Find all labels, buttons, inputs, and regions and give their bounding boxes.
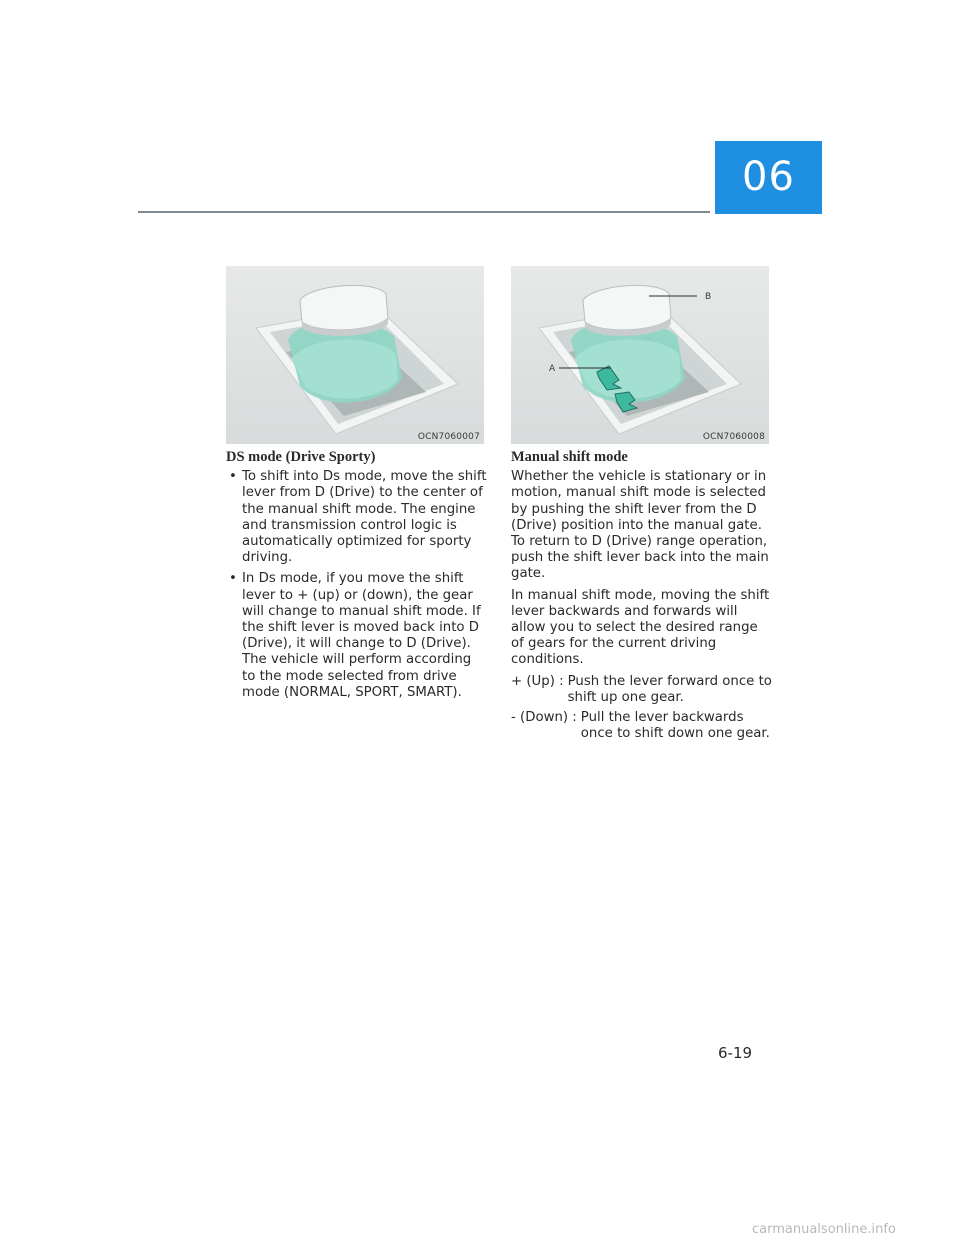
section-heading: DS mode (Drive Sporty) [226,449,376,465]
figure-manual-shift [511,266,769,444]
list-item-text: To shift into Ds mode, move the shift lever from D (Drive) to the center of the manual shift mode. The engine and transmission control logic is automatically optimized for sporty driving. [242,469,487,566]
section-heading: Manual shift mode [511,449,628,465]
definition-row [511,710,773,742]
paragraph: Whether the vehicle is stationary or in motion, manual shift mode is selected by pushing the shift lever from the D (Drive) position into the manual gate. To return to D (Drive) range operation, push the shift lever back into the main gate. [511,469,769,582]
callout-b: B [705,292,712,302]
definition-text: Pull the lever backwards once to shift down one gear. [580,710,770,742]
definition-text: Push the lever forward once to shift up one gear. [567,673,772,705]
paragraph: In manual shift mode, moving the shift lever backwards and forwards will allow you to select the desired range of gears for the current driving conditions. [511,587,770,668]
watermark: carmanualsonline.info [752,1222,896,1237]
list-item [226,571,488,701]
ds-mode-section [226,449,488,706]
bullet-icon: • [229,571,237,587]
chapter-tab: 06 [715,141,822,214]
list-item-text: In Ds mode, if you move the shift lever to + (up) or (down), the gear will change to manual shift mode. If the shift lever is moved back into D (Drive), it will change to D (Drive). The vehicle will perform according to the mode selected from drive mode (NORMAL, SPORT, SMART). [242,571,481,700]
definition-term: + (Up) : [511,673,564,689]
figure-code: OCN7060008 [702,432,765,442]
header-rule [138,211,710,213]
bullet-list [226,469,488,701]
figure-ds-mode [226,266,484,444]
figure-code: OCN7060007 [417,432,480,442]
page-number: 6-19 [718,1044,753,1062]
definition-term: - (Down) : [511,710,577,726]
shift-lever-illustration-labeled [511,266,769,444]
callout-a: A [549,364,556,374]
definition-row [511,674,773,706]
list-item [226,469,488,566]
manual-shift-section [511,449,773,746]
shift-lever-illustration [226,266,484,444]
bullet-icon: • [229,469,237,485]
